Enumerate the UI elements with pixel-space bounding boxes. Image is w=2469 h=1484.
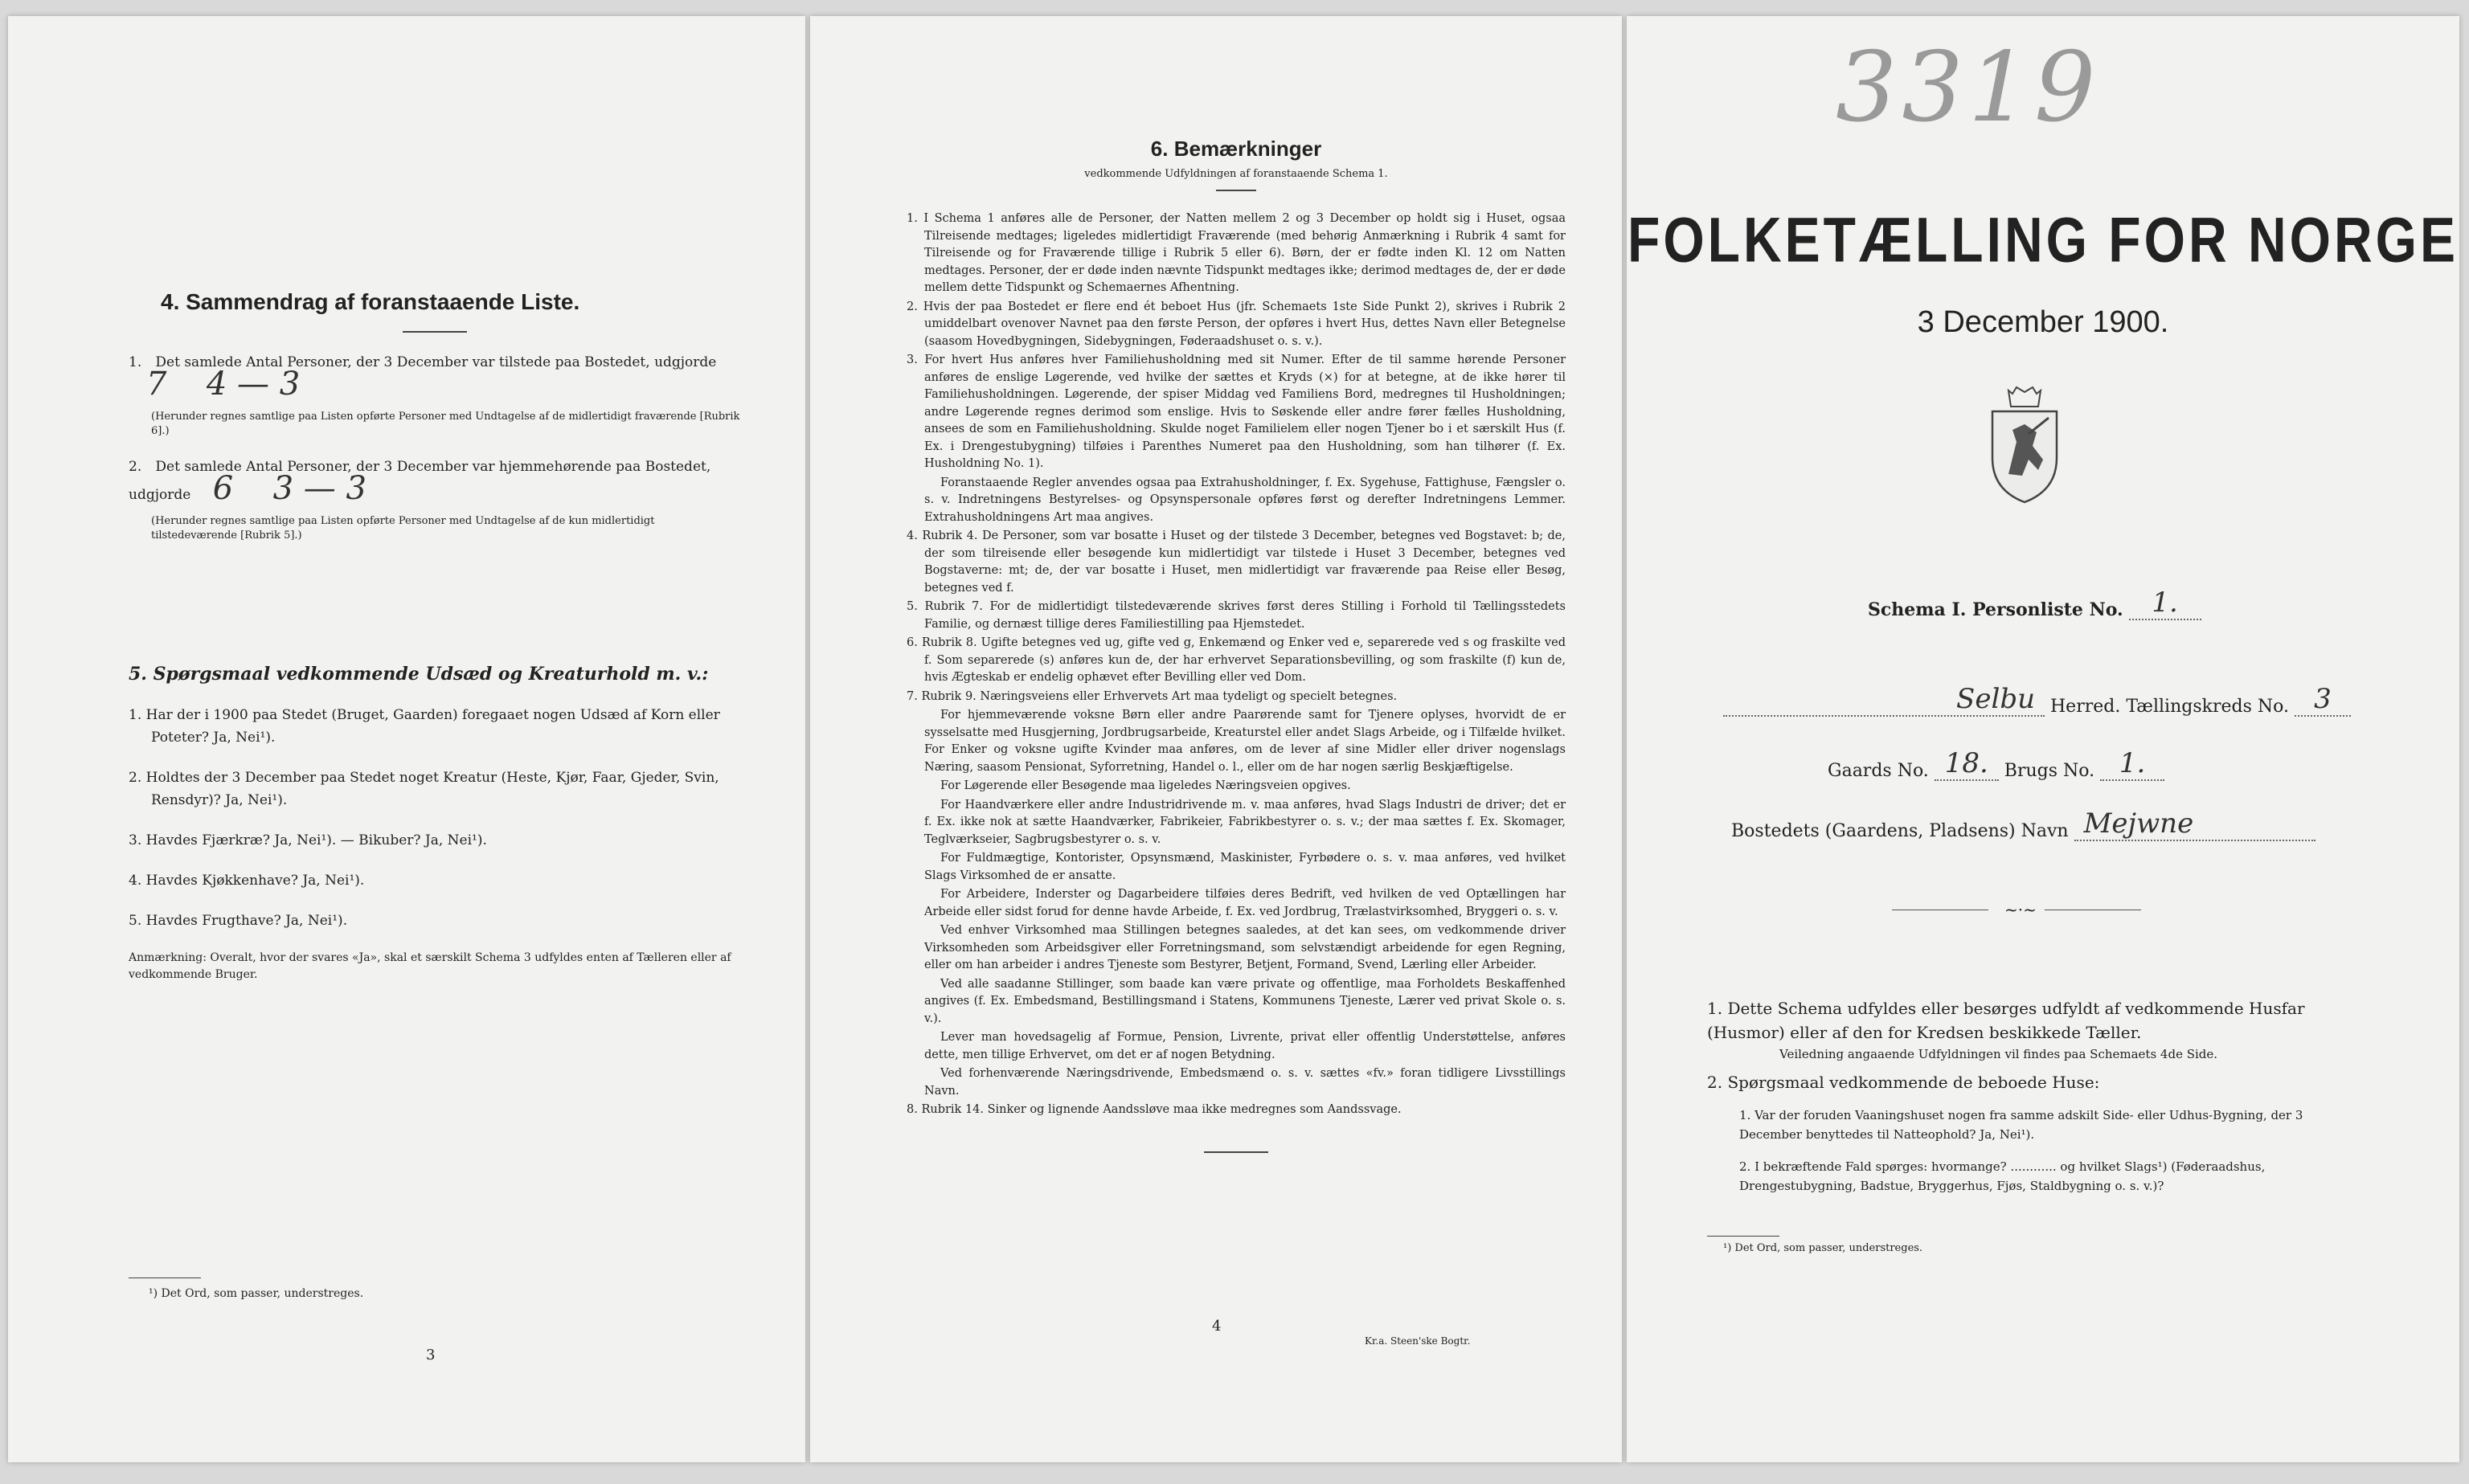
instructions — [1707, 996, 2366, 1196]
remark-item: 6. Rubrik 8. Ugifte betegnes ved ug, gifte ved g, Enkemænd og Enker ved e, separerede ved s og fraskilte ved f. Som separerede (s) anføres kun de, der har erhvervet Separationsbevilling, og som fraskilte (f) kun de, hvis Ægteskab er endelig ophævet efter Bevilling eller ved Dom. — [907, 636, 1566, 684]
archive-number: 3319 — [1836, 32, 2101, 144]
remarks-title: 6. Bemærkninger — [1150, 137, 1322, 161]
item-number: 2. — [129, 459, 142, 475]
printer-imprint: Kr.a. Steen'ske Bogtr. — [1365, 1335, 1471, 1347]
page-middle — [810, 16, 1622, 1462]
handwritten-value: 3 — 3 — [272, 470, 366, 507]
footnote: ¹) Det Ord, som passer, understreges. — [149, 1287, 364, 1300]
footnote: ¹) Det Ord, som passer, understreges. — [1723, 1242, 1923, 1254]
remark-item: 1. I Schema 1 anføres alle de Personer, der Natten mellem 2 og 3 December op holdt sig i Huset, ogsaa Tilreisende medtages; ligeledes midlertidigt Fraværende (med behørig Anmærkning i Rubrik 4 samt for Tilreisende og for Fraværende tillige i Rubrik 5 eller 6). Børn, der er fødte inden Kl. 12 om Natten medtages. Personer, der er døde inden nævnte Tidspunkt medtages ikke; derimod medtages de, der er døde mellem dette Tidspunkt og Schemaernes Afhentning. — [907, 212, 1566, 294]
footnote-rule — [1707, 1236, 1779, 1237]
schema-line — [1868, 587, 2201, 620]
remark-item: Lever man hovedsagelig af Formue, Pension, Livrente, privat eller offentlig Understøttelse, anføres dette, men tillige Erhvervet, om det er af nogen Betydning. — [924, 1031, 1566, 1061]
remark-item: For Arbeidere, Inderster og Dagarbeidere tilføies deres Bedrift, ved hvilken de ved Optællingen har Arbeide eller sidst forud for denne havde Arbeide, f. Ex. ved Jordbrug, Trælastvirksomhed, Bryggeri o. s. v. — [924, 888, 1566, 918]
ornament-icon: ~·~ — [2004, 900, 2037, 919]
remark-item: For hjemmeværende voksne Børn eller andre Paarørende samt for Tjenere oplyses, hvorvidt de er sysselsatte med Husgjerning, Jordbrugsarbeide, Kreaturstel eller andet Slags Arbeide, og i Tilfælde hvilket. For Enker og voksne ugifte Kvinder maa anføres, om de lever af sine Midler eller driver nogenslags Næring, saasom Pensionat, Syforretning, Handel o. l., eller om de har nogen særlig Beskjæftigelse. — [924, 709, 1566, 774]
section-5-title: 5. Spørgsmaal vedkommende Udsæd og Kreaturhold m. v.: — [129, 664, 709, 685]
instruction-2-q1: 1. Var der foruden Vaaningshuset nogen fra samme adskilt Side- eller Udhus-Bygning, der 3 December benyttedes til Natteophold? Ja, Nei¹). — [1739, 1108, 2303, 1142]
remark-item: 2. Hvis der paa Bostedet er flere end ét beboet Hus (jfr. Schemaets 1ste Side Punkt 2), skrives i Rubrik 2 umiddelbart ovenover Navnet paa den første Person, der opføres i hvert Hus, dettes Navn eller Betegnelse (saasom Hovedbygningen, Sidebygningen, Føderaadshuset o. s. v.). — [907, 300, 1566, 348]
instruction-2: 2. Spørgsmaal vedkommende de beboede Huse: — [1707, 1073, 2100, 1092]
remark-item: 4. Rubrik 4. De Personer, som var bosatte i Huset og der tilstede 3 December, betegnes ved Bogstavet: b; de, der som tilreisende eller besøgende kun midlertidigt var tilstede i Huset 3 December, betegnes ved Bogstaverne: mt; de, der var bosatte i Huset, men midlertidigt var fraværende paa Reise eller Besøg, betegnes ved f. — [907, 529, 1566, 595]
handwritten-value: 4 — 3 — [206, 366, 301, 403]
handwritten-value: 6 — [212, 470, 234, 507]
remark-item: Ved forhenværende Næringsdrivende, Embedsmænd o. s. v. sættes «fv.» foran tidligere Livsstillings Navn. — [924, 1067, 1566, 1098]
item-text: Det samlede Antal Personer, der 3 December var hjemmehørende paa Bostedet, udgjorde — [129, 459, 711, 503]
bosted-label: Bostedets (Gaardens, Pladsens) Navn — [1731, 821, 2069, 841]
instruction-1: 1. Dette Schema udfyldes eller besørges udfyldt af vedkommende Husfar (Husmor) eller af den for Kredsen beskikkede Tæller. — [1707, 999, 2305, 1042]
remark-item: Ved enhver Virksomhed maa Stillingen betegnes saaledes, at det kan sees, om vedkommende driver Virksomheden som Arbeidsgiver eller Forretningsmand, som selvstændigt arbeidende for egen Regning, eller om han arbeider i andres Tjeneste som Bestyrer, Betjent, Formand, Svend, Lærling eller Arbeider. — [924, 924, 1566, 971]
remark-item: Ved alle saadanne Stillinger, som baade kan være private og offentlige, maa Forholdets Beskaffenhed angives (f. Ex. Embedsmand, Bestillingsmand i Statens, Kommunens Tjeneste, Lærer ved privat Skole o. s. v.). — [924, 977, 1566, 1025]
kreds-label: Tællingskreds No. — [2126, 697, 2289, 717]
remark-item: 7. Rubrik 9. Næringsveiens eller Erhvervets Art maa tydeligt og specielt betegnes. — [907, 689, 1398, 703]
handwritten-value: Mejwne — [2083, 807, 2194, 840]
herred-line — [1723, 683, 2351, 717]
census-date: 3 December 1900. — [1917, 305, 2169, 339]
question: 5. Havdes Frugthave? Ja, Nei¹). — [129, 913, 348, 929]
page-right — [1627, 16, 2459, 1462]
census-title: FOLKETÆLLING FOR NORGE — [1628, 203, 2459, 276]
question: 4. Havdes Kjøkkenhave? Ja, Nei¹). — [129, 873, 365, 889]
remark-item: 8. Rubrik 14. Sinker og lignende Aandssløve maa ikke medregnes som Aandssvage. — [907, 1103, 1402, 1116]
item-note: (Herunder regnes samtlige paa Listen opførte Personer med Undtagelse af de midlertidigt fraværende [Rubrik 6].) — [151, 411, 740, 437]
item-note: (Herunder regnes samtlige paa Listen opførte Personer med Undtagelse af de kun midlertidigt tilstedeværende [Rubrik 5].) — [151, 515, 655, 542]
remarks-subtitle: vedkommende Udfyldningen af foranstaaende Schema 1. — [1084, 168, 1388, 180]
item-number: 1. — [129, 354, 142, 370]
brugs-label: Brugs No. — [2004, 761, 2095, 781]
divider — [403, 331, 467, 333]
remark-item: For Haandværkere eller andre Industridrivende m. v. maa anføres, hvad Slags Industri de driver; det er f. Ex. ikke nok at sætte Haandværker, Fabrikeier, Fabrikbestyrer o. s. v.; der maa sættes f. Ex. Skomager, Teglværkseier, Sagbrugsbestyrer o. s. v. — [924, 798, 1566, 846]
handwritten-value: 3 — [2314, 683, 2332, 715]
instruction-note: Veiledning angaaende Udfyldningen vil findes paa Schemaets 4de Side. — [1779, 1047, 2218, 1061]
page-number: 3 — [426, 1347, 436, 1363]
remark-item: 3. For hvert Hus anføres hver Familiehusholdning med sit Numer. Efter de til samme hørende Personer anføres de enslige Løgerende, ved hvilke der sættes et Kryds (×) for at betegne, at de ikke hører til Familiehusholdningen. Løgerende, der spiser Middag ved Familiens Bord, medregnes til Husholdningen; andre Løgerende regnes derimod som enslige. Hvis to Søskende eller andre fører fælles Husholdning, ansees de som en Familiehusholdning. Skulde noget Familielem eller nogen Tjener bo i et særskilt Hus (f. Ex. i Drengestubygning) tilføies i Parenthes Numeret paa den Husholdning, som han tilhører (f. Ex. Husholdning No. 1). — [907, 354, 1566, 470]
schema-label: Schema I. Personliste No. — [1868, 599, 2123, 620]
section-4-title: 4. Sammendrag af foranstaaende Liste. — [161, 289, 580, 314]
divider — [1204, 1151, 1268, 1153]
question: 3. Havdes Fjærkræ? Ja, Nei¹). — Bikuber? Ja, Nei¹). — [129, 832, 487, 848]
instruction-2-q2: 2. I bekræftende Fald spørges: hvormange? ............ og hvilket Slags¹) (Føderaadshus, Drengestubygning, Badstue, Bryggerhus, Fjøs, Staldbygning o. s. v.)? — [1739, 1159, 2266, 1193]
page-left — [8, 16, 805, 1462]
remark-item: 5. Rubrik 7. For de midlertidigt tilstedeværende skrives først deres Stilling i Forhold til Tællingsstedets Familie, og dernæst tillige deres Familiestilling paa Hjemstedet. — [907, 600, 1566, 631]
divider — [1216, 190, 1256, 191]
handwritten-value: 1. — [2152, 587, 2178, 619]
page-number: 4 — [1212, 1318, 1222, 1335]
remark-item: Foranstaaende Regler anvendes ogsaa paa Extrahusholdninger, f. Ex. Sygehuse, Fattighuse, Fængsler o. s. v. Indretningens Bestyrelses- og Opsynspersonale opføres først og derefter Indretningens Lemmer. Extrahusholdningens Art maa angives. — [924, 476, 1566, 524]
item-text: Det samlede Antal Personer, der 3 December var tilstede paa Bostedet, udgjorde — [155, 354, 717, 370]
summary-item-1 — [129, 352, 741, 402]
summary-item-2 — [129, 456, 741, 506]
handwritten-value: 1. — [2119, 747, 2146, 779]
remark: Anmærkning: Overalt, hvor der svares «Ja», skal et særskilt Schema 3 udfyldes enten af Tælleren eller af vedkommende Bruger. — [129, 951, 731, 981]
handwritten-value: 7 — [146, 366, 167, 403]
bosted-line — [1731, 807, 2315, 841]
handwritten-value: Selbu — [1956, 683, 2035, 715]
remark-item: For Fuldmægtige, Kontorister, Opsynsmænd, Maskinister, Fyrbødere o. s. v. maa anføres, ved hvilket Slags Virksomhed de er ansatte. — [924, 852, 1566, 882]
gaards-line — [1828, 747, 2164, 781]
gaards-label: Gaards No. — [1828, 761, 1929, 781]
coat-of-arms-icon — [1980, 386, 2069, 506]
handwritten-value: 18. — [1944, 747, 1988, 779]
question: 1. Har der i 1900 paa Stedet (Bruget, Gaarden) foregaaet nogen Udsæd af Korn eller Poteter? Ja, Nei¹). — [129, 707, 720, 746]
question: 2. Holdtes der 3 December paa Stedet noget Kreatur (Heste, Kjør, Faar, Gjeder, Svin, Rensdyr)? Ja, Nei¹). — [129, 770, 719, 808]
herred-label: Herred. — [2050, 697, 2121, 717]
remark-item: For Løgerende eller Besøgende maa ligeledes Næringsveien opgives. — [940, 779, 1351, 792]
